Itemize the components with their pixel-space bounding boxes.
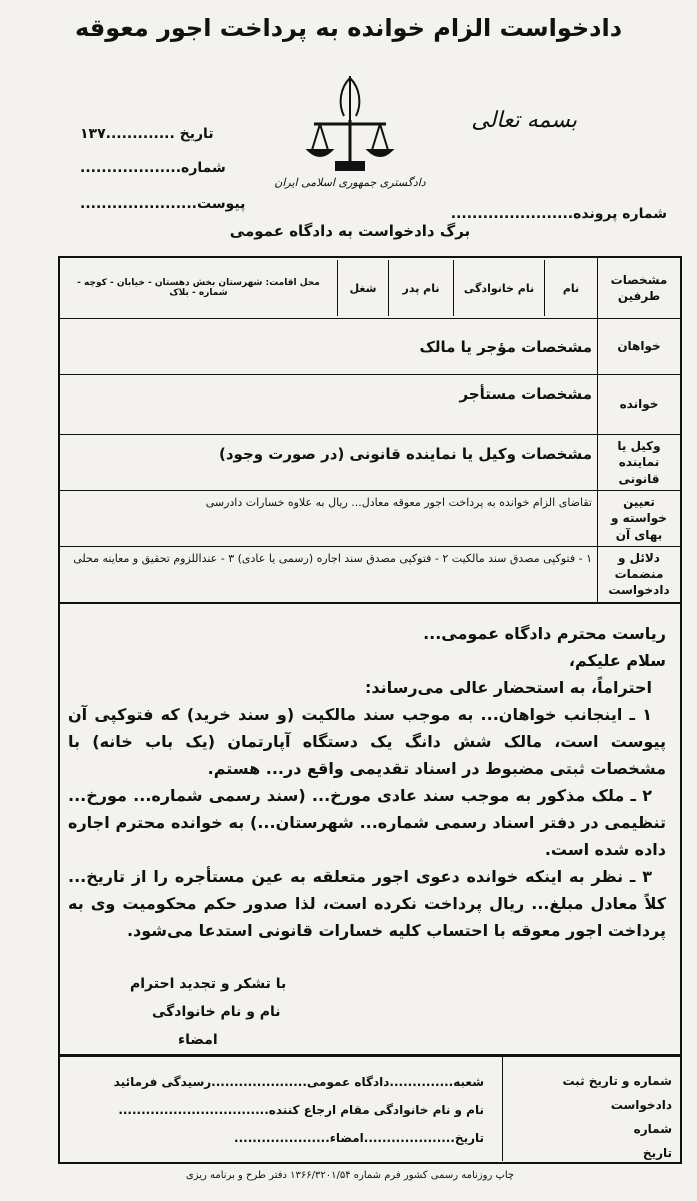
court-name: دادگستری جمهوری اسلامی ایران	[274, 176, 426, 189]
case-number-field[interactable]: شماره پرونده.......................	[450, 206, 667, 222]
registration-footer	[58, 1056, 682, 1164]
referrer-name-line: نام و نام خانوادگی مقام ارجاع کننده.................................	[118, 1103, 484, 1117]
evidence-field[interactable]: ۱ - فتوکپی مصدق سند مالکیت ۲ - فتوکپی مصدق سند اجاره (رسمی یا عادی) ۳ - عنداللزوم تحقیق و معاینه محلی	[59, 547, 598, 603]
registration-date-label: تاریخ	[642, 1146, 672, 1160]
columns-cell	[59, 257, 598, 319]
attachment-field[interactable]: پیوست......................	[80, 196, 246, 212]
lawyer-label: وکیل یا نماینده قانونی	[598, 435, 682, 491]
paragraph-2: ۲ ـ ملک مذکور به موجب سند عادی مورخ... (سند رسمی شماره... مورخ... تنظیمی در دفتر اسناد رسمی شماره... شهرستان...) به خوانده محترم اجاره داده شده است.	[68, 786, 666, 859]
letter-text	[68, 620, 666, 944]
col-last-name: نام خانوادگی	[453, 260, 544, 316]
parties-table	[58, 256, 682, 604]
lawyer-field[interactable]: مشخصات وکیل یا نماینده قانونی (در صورت وجود)	[59, 435, 598, 491]
col-residence: محل اقامت: شهرستان بخش دهستان - خیابان - کوچه - شماره - بلاک	[77, 278, 320, 298]
defendant-label: خوانده	[598, 375, 682, 435]
claim-label: تعیین خواسته و بهای آن	[598, 491, 682, 547]
table-row	[59, 435, 681, 491]
table-header-row	[59, 257, 681, 319]
plaintiff-field[interactable]: مشخصات مؤجر یا مالک	[59, 319, 598, 375]
defendant-field[interactable]: مشخصات مستأجر	[59, 375, 598, 435]
col-father-name: نام پدر	[388, 260, 453, 316]
evidence-label: دلائل و منضمات دادخواست	[598, 547, 682, 603]
form-title: دادخواست الزام خوانده به پرداخت اجور معوقه	[74, 14, 623, 42]
intro: احتراماً، به استحضار عالی می‌رساند:	[364, 678, 652, 697]
plaintiff-label: خواهان	[598, 319, 682, 375]
col-first-name: نام	[544, 260, 597, 316]
table-row	[59, 547, 681, 603]
print-note: چاپ روزنامه رسمی کشور فرم شماره ۱۳۶۶/۳۲۰۱/۵۴ دفتر طرح و برنامه ریزی	[185, 1170, 515, 1181]
form-subtitle: برگ دادخواست به دادگاه عمومی	[229, 222, 471, 240]
registration-title: شماره و تاریخ ثبت دادخواست	[562, 1074, 672, 1112]
iran-emblem-icon	[300, 70, 400, 180]
registration-number-label: شماره	[633, 1122, 672, 1136]
paragraph-1: ۱ ـ اینجانب خواهان... به موجب سند مالکیت (و سند خرید) که فتوکپی آن پیوست است، مالک شش دانگ یک دستگاه آپارتمان (یک باب خانه) با مشخصات ثبتی مضبوط در اسناد تقدیمی واقع در... هستم.	[68, 705, 666, 778]
paragraph-3: ۳ ـ نظر به اینکه خوانده دعوی اجور متعلقه به عین مستأجره را از تاریخ... کلاً معادل مبلغ... ریال پرداخت نکرده است، لذا صدور حکم محکومیت وی به پرداخت اجور معوقه با احتساب کلیه خسارات قانونی استدعا می‌شود.	[68, 867, 666, 940]
table-row	[59, 491, 681, 547]
parties-label: مشخصات طرفین	[598, 257, 682, 319]
number-field[interactable]: شماره...................	[80, 160, 226, 176]
signer-name: نام و نام خانوادگی	[152, 1004, 281, 1020]
claim-field[interactable]: تقاضای الزام خوانده به پرداخت اجور معوقه معادل... ریال به علاوه خسارات دادرسی	[59, 491, 598, 547]
table-row	[59, 319, 681, 375]
referral-line: شعبه..............دادگاه عمومی.....................رسیدگی فرمائید	[113, 1075, 484, 1089]
col-occupation: شغل	[337, 260, 388, 316]
date-field[interactable]: تاریخ .............۱۳۷	[80, 126, 214, 142]
signature-label: امضاء	[178, 1032, 218, 1048]
closing-thanks: با تشکر و تجدید احترام	[130, 976, 287, 992]
referral-date-line: تاریخ....................امضاء.....................	[234, 1131, 484, 1145]
registration-box	[502, 1057, 680, 1161]
petition-body	[58, 602, 682, 1056]
table-row	[59, 375, 681, 435]
greeting: سلام علیکم،	[568, 651, 666, 670]
bismillah-heading: بسمه تعالی	[471, 108, 577, 133]
salutation: ریاست محترم دادگاه عمومی...	[423, 624, 666, 643]
